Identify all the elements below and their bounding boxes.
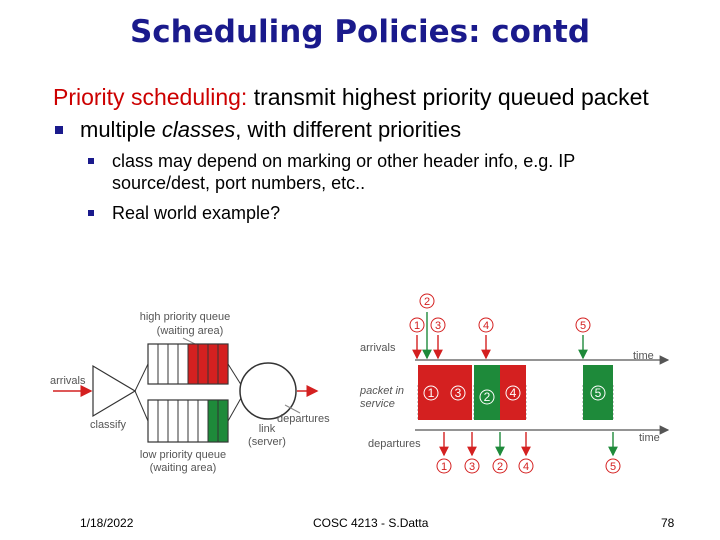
- time-axis-label: time: [639, 432, 660, 444]
- arrivals-axis-label: arrivals: [360, 342, 396, 354]
- priority-timeline-diagram: [350, 290, 675, 480]
- departures-label: departures: [277, 413, 330, 425]
- classifier-shape: [93, 366, 135, 416]
- arrival-number: 3: [434, 320, 442, 332]
- arrivals-label: arrivals: [50, 375, 86, 387]
- service-number: 2: [483, 390, 491, 404]
- departures-axis-label: departures: [368, 438, 421, 450]
- service-number: 3: [454, 386, 462, 400]
- heading-line: [53, 84, 649, 111]
- lp-queue-label: low priority queue: [139, 449, 227, 461]
- service-number: 5: [594, 386, 602, 400]
- arrival-number: 5: [579, 320, 587, 332]
- departure-number: 5: [609, 461, 617, 473]
- arrival-number: 2: [423, 296, 431, 308]
- hp-queue-label: high priority queue: [139, 311, 231, 323]
- subbullet-marker: [88, 158, 94, 164]
- bullet-text: , with different priorities: [235, 117, 462, 142]
- server-label: (server): [248, 436, 286, 448]
- departure-number: 4: [522, 461, 530, 473]
- arrival-number: 4: [482, 320, 490, 332]
- classify-label: classify: [90, 419, 127, 431]
- lp-queue-sublabel: (waiting area): [149, 462, 217, 474]
- footer-page-number: 78: [661, 516, 675, 530]
- time-axis-label: time: [633, 350, 654, 362]
- bullet-text: multiple: [80, 117, 162, 142]
- service-number: 1: [427, 386, 435, 400]
- link-label: link: [258, 423, 276, 435]
- heading-rest: transmit highest priority queued packet: [247, 84, 649, 110]
- heading-accent: Priority scheduling:: [53, 84, 248, 110]
- subbullet-item: class may depend on marking or other header info, e.g. IP source/dest, port numbers, etc..: [112, 151, 575, 193]
- low-priority-queue: [148, 400, 228, 442]
- priority-queue-diagram: [45, 300, 345, 480]
- subbullet-item: Real world example?: [112, 203, 281, 223]
- departure-number: 1: [440, 461, 448, 473]
- service-number: 4: [509, 386, 517, 400]
- service-label: service: [360, 398, 395, 410]
- service-label: packet in: [360, 385, 405, 397]
- high-priority-queue: [148, 344, 228, 384]
- arrival-number: 1: [413, 320, 421, 332]
- hp-queue-sublabel: (waiting area): [156, 325, 224, 337]
- link-server-circle: [240, 363, 296, 419]
- departure-number: 2: [496, 461, 504, 473]
- footer-date: 1/18/2022: [80, 516, 134, 530]
- subbullet-marker: [88, 210, 94, 216]
- bullet-marker: [55, 126, 63, 134]
- bullet-item: [80, 117, 461, 143]
- bullet-text-italic: classes: [161, 117, 236, 142]
- slide-title: Scheduling Policies: contd: [129, 14, 591, 50]
- departure-number: 3: [468, 461, 476, 473]
- footer-course: COSC 4213 - S.Datta: [313, 516, 429, 530]
